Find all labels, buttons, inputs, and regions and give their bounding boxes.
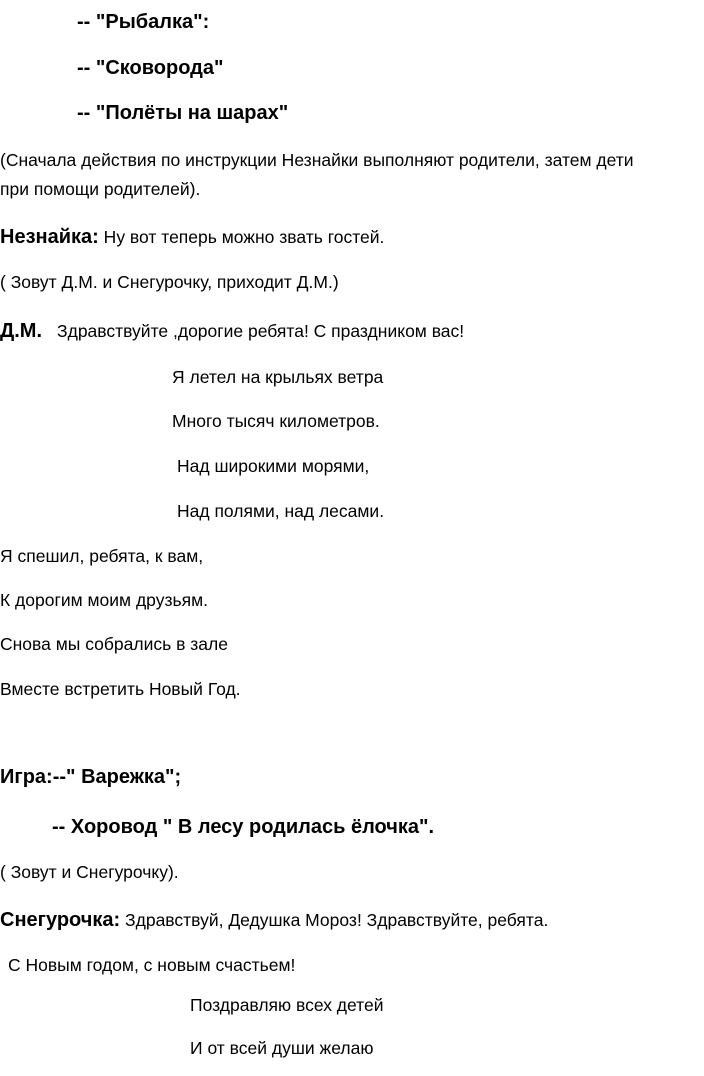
verse-line: С Новым годом, с новым счастьем! [8, 955, 296, 975]
verse-line: К дорогим моим друзьям. [0, 590, 208, 610]
dialogue-text: Здравствуйте ,дорогие ребята! С праздником вас! [57, 321, 465, 341]
speaker-name: Д.М. [0, 320, 43, 342]
dance-heading: -- Хоровод " В лесу родилась ёлочка". [52, 816, 435, 838]
instruction-line: (Сначала действия по инструкции Незнайки выполняют родители, затем дети [0, 150, 634, 170]
verse-line: Вместе встретить Новый Год. [0, 679, 241, 699]
verse-line: Над широкими морями, [177, 456, 370, 476]
dialogue-line-dm [0, 321, 464, 341]
list-item-balloon-flights: -- "Полёты на шарах" [77, 102, 289, 124]
verse-line: Поздравляю всех детей [190, 995, 384, 1015]
verse-line: Снова мы собрались в зале [0, 634, 228, 654]
list-item-fishing: -- "Рыбалка": [77, 11, 210, 33]
verse-line: Я летел на крыльях ветра [172, 367, 384, 387]
stage-direction: ( Зовут и Снегурочку). [0, 862, 179, 882]
dialogue-line-neznayka [0, 227, 384, 247]
verse-line: И от всей души желаю [190, 1038, 374, 1058]
instruction-line: при помощи родителей). [0, 179, 201, 199]
dialogue-text: Здравствуй, Дедушка Мороз! Здравствуйте, ребята. [120, 910, 549, 930]
speaker-name: Незнайка: [0, 226, 99, 248]
dialogue-text: Ну вот теперь можно звать гостей. [98, 227, 385, 247]
game-heading: Игра:--" Варежка"; [0, 766, 182, 788]
list-item-frying-pan: -- "Сковорода" [77, 57, 224, 79]
verse-line: Много тысяч километров. [172, 411, 380, 431]
speaker-name: Снегурочка: [0, 909, 121, 931]
dialogue-line-snegurochka [0, 910, 548, 930]
verse-line: Над полями, над лесами. [177, 501, 385, 521]
verse-line: Я спешил, ребята, к вам, [0, 546, 204, 566]
stage-direction: ( Зовут Д.М. и Снегурочку, приходит Д.М.) [0, 272, 339, 292]
